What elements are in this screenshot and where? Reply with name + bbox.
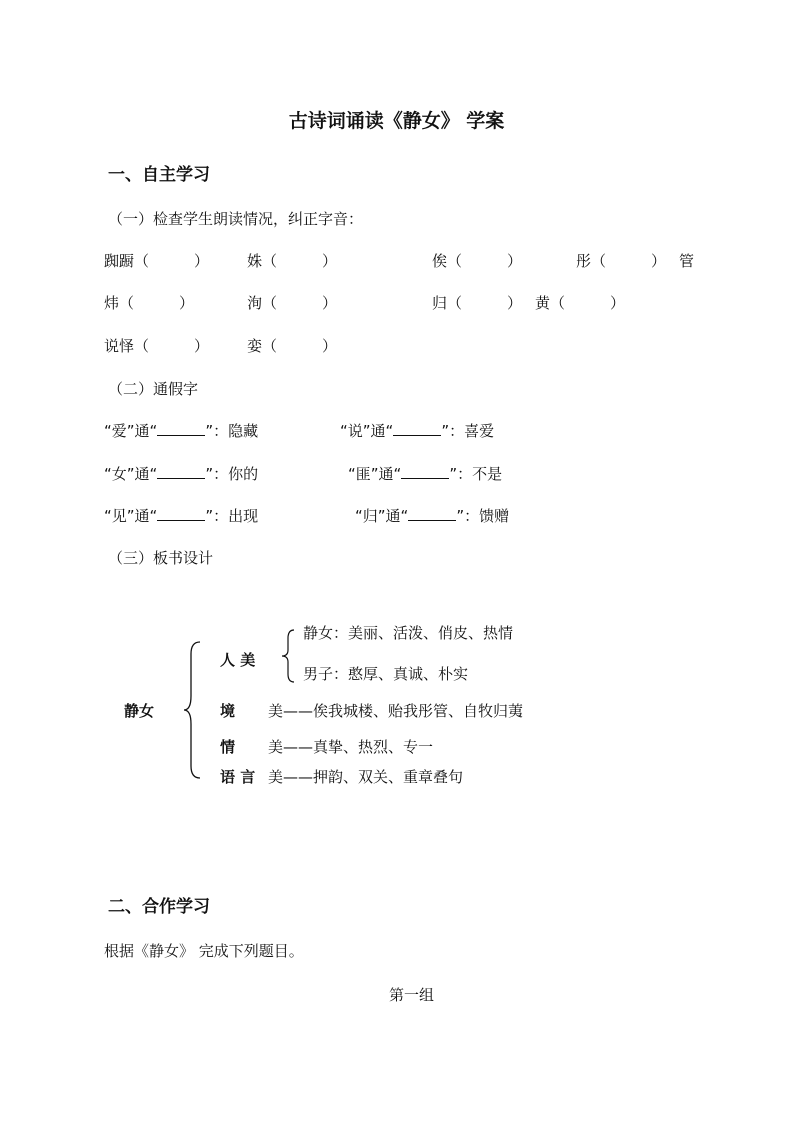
answer-blank[interactable] — [408, 506, 456, 521]
ren-label: 人 美 — [220, 651, 256, 669]
tongjia-item-a: “女”通“ ”：你的 — [104, 465, 259, 483]
yu-label: 语 言 — [220, 768, 256, 786]
sub3-heading: （三）板书设计 — [108, 549, 214, 567]
qing-label: 情 — [220, 738, 236, 756]
qing-text: 美——真挚、热烈、专一 — [268, 738, 434, 756]
answer-blank[interactable] — [157, 506, 205, 521]
ren-item-girl: 静女：美丽、活泼、俏皮、热情 — [303, 624, 514, 642]
section2-intro: 根据《静女》 完成下列题目。 — [104, 942, 304, 960]
small-brace — [282, 628, 296, 684]
jing-text: 美——俟我城楼、贻我彤管、自牧归荑 — [268, 702, 524, 720]
answer-blank[interactable] — [157, 464, 205, 479]
pron-item: 说怿（ ） — [104, 337, 210, 355]
yu-text: 美——押韵、双关、重章叠句 — [268, 768, 464, 786]
section1-heading: 一、自主学习 — [108, 165, 210, 185]
pron-item: 俟（ ） — [432, 252, 523, 270]
pron-item: 炜（ ） — [104, 294, 195, 312]
pron-item: 姝（ ） — [247, 252, 338, 270]
pron-item: 管 — [679, 252, 695, 270]
answer-blank[interactable] — [401, 464, 449, 479]
tongjia-item-b: “说”通“ ”：喜爱 — [340, 422, 495, 440]
pron-item: 黄（ ） — [535, 294, 626, 312]
pron-item: 彤（ ） — [576, 252, 667, 270]
pron-item: 归（ ） — [432, 294, 523, 312]
ren-item-boy: 男子：憨厚、真诚、朴实 — [303, 665, 469, 683]
board-root: 静女 — [124, 702, 155, 720]
tongjia-item-a: “见”通“ ”：出现 — [104, 507, 259, 525]
pron-item: 娈（ ） — [247, 337, 338, 355]
jing-label: 境 — [220, 702, 236, 720]
tongjia-item-b: “匪”通“ ”：不是 — [348, 465, 503, 483]
group-title: 第一组 — [388, 986, 434, 1004]
tongjia-item-a: “爱”通“ ”：隐藏 — [104, 422, 259, 440]
answer-blank[interactable] — [393, 421, 441, 436]
page-title: 古诗词诵读《静女》 学案 — [288, 110, 505, 132]
tongjia-item-b: “归”通“ ”：馈赠 — [355, 507, 510, 525]
big-brace — [184, 640, 204, 780]
sub1-heading: （一）检查学生朗读情况，纠正字音： — [108, 210, 364, 228]
answer-blank[interactable] — [157, 421, 205, 436]
pron-item: 踟蹰（ ） — [104, 252, 210, 270]
pron-item: 洵（ ） — [247, 294, 338, 312]
sub2-heading: （二）通假字 — [108, 380, 199, 398]
section2-heading: 二、合作学习 — [108, 897, 210, 917]
